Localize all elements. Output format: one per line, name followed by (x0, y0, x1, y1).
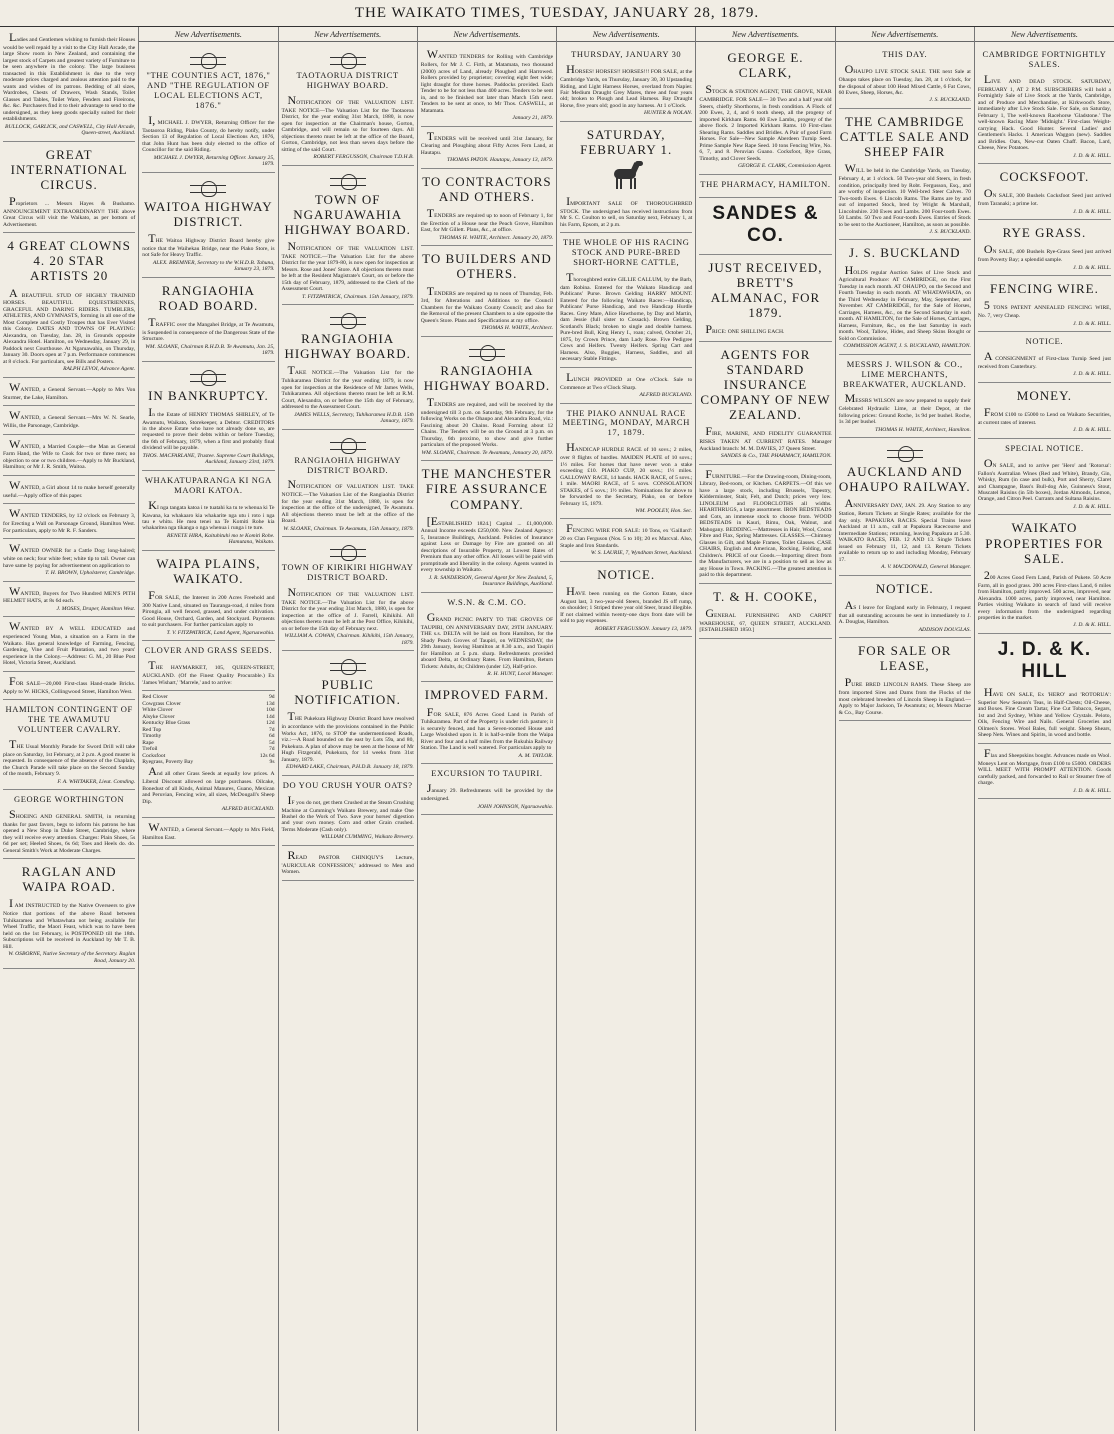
ad-body: Ladies and Gentlemen wishing to furnish their Houses would be well repaid by a visit to the City Hall Arcade, the large Show room in New Zealand, and containing the largest stock of Carpets and greatest variety of Furniture to be seen anywhere in the colony. The large business transacted in this Establishment is due to the very moderate prices charged and zealous attention paid to the wants and wishes of its patrons. Bedding of all sizes, Wardrobes, Chests of Drawers, Wash Stands, Toilet Glasses and Tables, Toilet Ware, Fenders and Fireirons, &c. &c. Purchasers find it to their advantage to send to the undersigned, as they keep goods specially suited for their establishments. (3, 30, 136, 123)
ad-body: IMPORTANT SALE OF THOROUGHBRED STOCK. The undersigned has received instructions from Mr S. C. Coulton to sell, on Saturday next, February 1, at his Farm, Epsom, at 2 p.m. (560, 194, 693, 228)
advertisement (560, 233, 692, 367)
ad-signature: J. D. & K. HILL. (1073, 427, 1111, 434)
ad-body: MESSRS WILSON are now prepared to supply their Celebrated Hydraulic Lime, at their Depot, at the following prices: Ground Roche, 1s 9d per bushel. Roche, 1s 3d per bushel. (838, 391, 971, 426)
ad-body: WILL be held in the Cambridge Yards, on Tuesday, February 4, at 1 o'clock. 50 Two-year old Steers, in fresh condition, principally bred by Robt. Fergusson, Esq., and are worthy of inspection. 10 Well-bred Steer Calves. 70 Two-tooth Ewes. 6 Lincoln Rams. The Rams are by and out of imported Stock, bred by Wright & Marshall, Lincolnshire. 230 Ewes and Lambs. 200 Four-tooth Ewes. 50 Lambs. 50 Two and Four-tooth Ewes. Entries of Stock to be sent to the Auctioneer, Hamilton, as soon as possible. (838, 161, 971, 228)
advertisement (421, 246, 553, 336)
ad-body: OHAUPO LIVE STOCK SALE. THE next Sale at Ohaupo takes place on Tuesday, Jan. 28, at 1 o'clock, for the disposal of about 100 Head Mixed Cattle, 6 Fat Cows, 60 Ewes, Sheep, Horses, &c. (838, 62, 971, 96)
price-value: 9d (268, 694, 275, 701)
advertisement (560, 519, 692, 561)
ad-signature: ALFRED BUCKLAND. (221, 806, 275, 813)
column (836, 27, 975, 1431)
ad-title: THE MANCHESTER FIRE ASSURANCE COMPANY. (421, 466, 553, 512)
ad-title: RANGIAOHIA HIGHWAY BOARD. (284, 331, 411, 362)
ad-body: TENDERS are required, and will be received by the undersigned till 3 p.m. on Saturday, 9th February, for the following Works on the Ohaupo and Alexandra Road, viz.: Fascining about 20 Chains. Road Forming about 12 Chains. The Tenders will be on the Ground at 3 p.m. on Thursday, 6th proximo, to show and give further particulars of the proposed Works. (420, 395, 554, 449)
ad-title: GREAT INTERNATIONAL CIRCUS. (10, 146, 128, 192)
coat-of-arms-icon (190, 368, 226, 386)
ad-body: Proprietors ... Messrs Hayes & Bushamo. ANNOUNCEMENT EXTRAORDINARY!! THE above Great Circus will visit the Waikato, as per bottom of Advertisement. (3, 193, 136, 228)
ad-body: WANTED TENDERS for Rolling with Cambridge Rollers, for Mr J. C. Firth, at Matamata, two thousand (2000) acres of Land, already Ploughed and Harrowed. Rollers provided by proprietor; covering eight feet wide; light draught for three horses. Paddocks provided. Each Tender to be for not less than 400 acres. Tenders to be sent in, and to be finished not later than March 15th next. Tenders to be sent at once, to Mr Thos. CASWELL, at Matamata. (420, 47, 554, 114)
ad-body: LIVE AND DEAD STOCK. SATURDAY, FEBRUARY 1, AT 2 P.M. SUBSCRIBERS will hold a Fortnightly Sale of Live Stock at the Yards, Cambridge, and of Produce and Merchandise, at Kirkwood's Store, immediately after Live Stock Sale. For Sale, on Saturday, February 1, The well-known Racehorse 'Gladstone.' The well-known Racing Mare 'Midnight.' First-class Weight-carrying Hack. Good Hunter. Several Ladies' and Gentlemen's Hacks. 1 American Waggon (new). Saddles and Bridles. Oats, New-cut Oaten Chaff. Bacon, Lard, Cheese, New Potatoes. (977, 71, 1111, 152)
advertisement (3, 672, 135, 700)
ad-title: J. S. BUCKLAND (848, 245, 961, 261)
column (696, 27, 835, 1431)
advertisement (699, 255, 831, 342)
ad-body: WANTED, a General Servant.—Apply to Mrs Field, Hamilton East. (142, 819, 275, 841)
ad-signature: W. OSBORNE, Native Secretary of the Secretary. Raglan Road, January 20. (8, 951, 136, 964)
ad-body: SHOEING AND GENERAL SMITH, in returning thanks for past favors, begs to inform his patrons he has opened a New Shop in Duke Street, Cambridge, where they will receive every attention. Charges: Plain Shoes, 5s 6d per set; Heeled Shoes, 6s 6d; Toes and Heels do. do. General Smith's Work at Moderate Charges. (3, 806, 136, 854)
advertisement (839, 355, 971, 438)
ad-body: HANDICAP HURDLE RACE of 10 sovs.; 2 miles, over 8 flights of hurdles. MAIDEN PLATE of 10 sovs.; 1½ miles. For horses that have never won a stake exceeding £10. PIAKO CUP, 20 sovs.; 1½ miles. GALLOWAY RACE, 14 hands. HACK RACE, of 5 sovs.; 1 mile. MAORI RACE, of 5 sovs. CONSOLATION STAKES, of 5 sovs.; 1½ miles. Nominations for above to be forwarded to the Secretary, Piako, on or before February 15, 1879. (560, 440, 693, 507)
ad-signature: THOMAS H. WHITE, Architect, Hamilton. (875, 426, 971, 433)
ad-signature: J. D. & K. HILL. (1073, 371, 1111, 378)
columns (0, 27, 1114, 1431)
ad-signature: W. SLOANE, Chairman. Te Awamutu, 15th January, 1879. (283, 525, 414, 532)
coat-of-arms-icon (190, 51, 226, 69)
coat-of-arms-icon (190, 179, 226, 197)
ad-title: THURSDAY, JANUARY 30 (571, 49, 682, 60)
ad-title: THE WHOLE OF HIS RACING STOCK AND PURE-BRED SHORT-HORNE CATTLE, (562, 237, 690, 268)
price-value: 13d (266, 700, 275, 707)
ad-title: EXCURSION TO TAUPIRI. (431, 768, 543, 779)
ad-body: KI nga tangata katoa i te tuatahi ka tu te whenua ki Te Kawana, ka whakaaro kia whakarite nga utu i roto i nga tau e whitu. He mea tenei na Te Komiti Rohe kia whakaritea nga tikanga o nga whenua i runga i te ture. (142, 497, 275, 532)
ad-title: MONEY. (1016, 387, 1073, 403)
advertisement (421, 127, 553, 169)
ad-body: READ PASTOR CHINIQUY'S Lecture, 'AURICULAR CONFESSION,' addressed to Men and Women. (281, 847, 414, 876)
ad-signature: COMMISSION AGENT, J. S. BUCKLAND, HAMILTON. (843, 343, 971, 350)
ad-signature: ALFRED BUCKLAND. (639, 392, 693, 399)
price-item: Trefoil (142, 746, 158, 753)
ad-signature: WILLIAM CUMMING, Waikato Brewery. (320, 834, 414, 841)
ad-title: NOTICE. (597, 566, 656, 582)
ad-signature: T. FITZPATRICK, Chairman. 15th January, 1879. (302, 293, 414, 300)
ad-title: NOTICE. (875, 580, 934, 596)
ad-title: WAITOA HIGHWAY DISTRICT. (144, 198, 273, 229)
ad-body: A CONSIGNMENT of First-class Turnip Seed just received from Canterbury. (977, 348, 1111, 370)
price-item: Alsyke Clover (142, 713, 175, 720)
advertisement (421, 337, 553, 461)
advertisement (3, 142, 135, 234)
ad-body: NOTIFICATION OF THE VALUATION LIST. TAKE NOTICE—The Valuation List for the Taotaoroa District, for the year ending 31st March, 1880, is now open for inspection at the Chairman's house, Gorton, Cambridge, and will remain so for fourteen days. All objections thereto must be left at the office of the Board, Gorton, Cambridge, not less than seven days before the sitting of the said Court. (281, 92, 414, 153)
ad-title: CAMBRIDGE FORTNIGHTLY SALES. (982, 49, 1107, 70)
coat-of-arms-icon (469, 343, 505, 361)
ad-title: RAGLAN AND WAIPA ROAD. (21, 864, 117, 895)
advertisement (3, 859, 135, 969)
column-header: New Advertisements. (279, 28, 417, 42)
ad-body: IF you do not, get them Crushed at the Steam Crushing Machine at Cumming's Waikato Brewery, and make One Bushel do the Work of Two. Save your horses' digestion and your own money. Corn and other Grain crushed. Terms Moderate (Cash only). (281, 792, 414, 833)
ad-body: FOR SALE, 876 Acres Good Land in Parish of Tuhikaramea. Part of the Property is under rich pasture; it is securely fenced, and has a Seven-roomed House and Large Woolshed upon it. It is half-a-mile from the Waipa River and four and a half miles from the Rukuhia Railway Station. The Land is well watered. For particulars apply to (420, 704, 554, 752)
coat-of-arms-icon (330, 172, 366, 190)
ad-body: PRICE: ONE SHILLING EACH. (705, 321, 785, 336)
ad-body: [ESTABLISHED 1824.] Capital ... £1,000,000. Annual Income exceeds £250,000. New Zealand Agency: 5, Insurance Buildings, Auckland. Policies of Insurance against Loss or Damage by Fire are granted on all descriptions of Insurable Property, at Lowest Rates of Premium than any other office. All losses will be paid with promptitude and liberality in the colony. Agents wanted in every township in Waikato. (420, 513, 554, 574)
ad-body: WANTED TENDERS, by 12 o'clock on February 3, for Erecting a Wall on Parsonage Ground, Hamilton West. For particulars, apply to Mr R. F. Sanders. (3, 506, 136, 534)
advertisement (421, 169, 553, 247)
ad-body: FROM £100 to £5000 to Lend on Waikato Securities, at current rates of interest. (977, 404, 1111, 426)
advertisement (560, 404, 692, 520)
column (139, 27, 278, 1431)
ad-title: GEORGE WORTHINGTON (13, 794, 125, 805)
column-header: New Advertisements. (418, 28, 556, 42)
ad-signature: F. A. WHITAKER, Lieut. Comding. (57, 778, 136, 785)
advertisement (142, 818, 274, 846)
price-item: Red Top (142, 726, 162, 733)
ad-body: FENCING WIRE FOR SALE: 10 Tons, ex 'Gaillard': 20 ex Clan Ferguson (Nos. 5 to 10); 20 ex Marcval. Also, Staple and Iron Standards. (560, 521, 693, 549)
advertisement (560, 122, 692, 234)
advertisement (978, 332, 1111, 383)
advertisement (3, 406, 135, 434)
ad-title: PUBLIC NOTIFICATION. (294, 677, 401, 708)
ad-title: RANGIAOHIA HIGHWAY DISTRICT BOARD. (294, 454, 401, 475)
ad-title: 4 GREAT CLOWNS 4. 20 STAR ARTISTS 20 (7, 238, 131, 284)
advertisement (3, 28, 135, 142)
column (557, 27, 696, 1431)
ad-body: WANTED, Buyers for Two Hundred MEN'S PITH HELMET HATS, at 8s 6d each. (3, 583, 136, 605)
advertisement (282, 430, 414, 538)
ad-title: TAOTAORUA DISTRICT HIGHWAY BOARD. (296, 70, 399, 91)
ad-body: TENDERS are required up to noon of Thursday, Feb. 3rd, for Alterations and Additions to the Council Chambers for the Waikato County Council; and also for the Removal of the present Chambers to a site opposite the Queen's Store. Plans and Specifications at my office. (420, 283, 554, 324)
column (418, 27, 557, 1431)
ad-signature: J. S. BUCKLAND. (929, 97, 971, 104)
column (279, 27, 418, 1431)
ad-body: THE Usual Monthly Parade for Sword Drill will take place on Saturday, 1st February, at 2 p.m. A good muster is requested. In consequence of the absence of the Chaplain, the Church Parade will take place on the Second Sunday of the month, February 9. (3, 736, 136, 778)
advertisement (699, 584, 831, 639)
price-value: 12s 6d (259, 752, 275, 759)
ad-body: 5 TONS PATENT ANNEALED FENCING WIRE, No. 7, very Cheap. (977, 298, 1111, 320)
column-header: New Advertisements. (557, 28, 695, 42)
ad-title: TOWN OF KIRIKIRI HIGHWAY DISTRICT BOARD. (281, 562, 414, 583)
ad-signature: THOMAS H. WHITE, Architect. January 20, 1879. (439, 234, 554, 241)
ad-body: AS I leave for England early in February, I request that all outstanding accounts be sent in immediately to J. A. Douglas, Hamilton. (838, 597, 971, 626)
ad-title: WHAKATUPARANGA KI NGA MAORI KATOA. (144, 474, 272, 495)
ad-body: WANTED, a General Servant.—Mrs W. N. Searle, Willis, the Parsonage, Cambridge. (3, 408, 136, 430)
ad-title: CLOVER AND GRASS SEEDS. (144, 645, 273, 656)
coat-of-arms-icon (330, 657, 366, 675)
price-value: 7d (268, 746, 275, 753)
ad-body: WANTED, a General Servant.—Apply to Mrs Von Sturmer, the Lake, Hamilton. (3, 379, 136, 401)
ad-body: GRAND PICNIC PARTY TO THE GROVES OF TAUPIRI, ON ANNIVERSARY DAY, 29TH JANUARY. THE s.s. DELTA will be laid on from Hamilton, for the Shady Peach Groves of Taupiri, on WEDNESDAY, the 29th January, leaving Hamilton at 8.30 a.m., and Taupiri for Hamilton at 5 p.m. sharp. Refreshments provided aboard Delta, at Ordinary Rates. From Hamilton, Return Tickets: Adults, 4s; Children (under 12), Half-price. (420, 609, 554, 670)
price-item: Kentucky Blue Grass (142, 720, 191, 727)
ad-body: 200 Acres Good Fern Land, Parish of Pukete. 50 Acre Farm, all in good grass. 200 acres First-class Land, 6 miles from Hamilton, partly improved. 500 acres, improved, near Alexandra. 1000 acres, partly improved, near Hamilton. Parties visiting Waikato in search of land will receive every information from the undersigned regarding properties in the market. (977, 567, 1111, 621)
price-value: 5d (268, 739, 275, 746)
ad-signature: ALEX. BREMNER, Secretary to the W.H.D.B. Tahuna, January 23, 1879. (152, 259, 275, 273)
price-item: Ryegrass, Poverty Bay (142, 759, 194, 765)
ad-signature: SANDES & Co., THE PHARMACY, HAMILTON. (720, 453, 832, 460)
advertisement (282, 776, 414, 846)
price-item: White Clover (142, 707, 173, 714)
ad-body: PURE BRED LINCOLN RAMS. These Sheep are from imported Sires and Dams from the Flocks of the most celebrated breeders of Lincoln Sheep in England.—Apply to Major Jackson, Te Awamutu; or, Messrs Macrae & Co., Bay Course. (838, 675, 971, 716)
price-item: Cowgrass Clover (142, 700, 181, 707)
column-header: New Advertisements. (139, 28, 277, 42)
ad-signature: J. S. BUCKLAND. (929, 228, 971, 235)
advertisement (978, 439, 1111, 516)
advertisement (3, 617, 135, 671)
ad-signature: GEORGE E. CLARK, Commission Agent. (738, 163, 832, 170)
ad-signature: THOS. MACFARLANE, Trustee. Supreme Court Buildings, Auckland, January 23rd, 1879. (142, 452, 275, 466)
advertisement (699, 175, 831, 198)
ad-title: FOR SALE OR LEASE, (858, 643, 952, 674)
ad-signature: ADDISON DOUGLAS. (918, 626, 971, 633)
ad-body: And all other Grass Seeds at equally low prices. A Liberal Discount allowed on large purchases. Oilcake, Bonedust of all Kinds, Animal Manures, Guano, Mexican and Peruvian, Fencing wire, all sizes, McDougall's Sheep Dip. (142, 764, 275, 805)
ad-signature: T. H. BROWN, Upholsterer, Cambridge. (45, 570, 136, 577)
ad-body: HAVE ON SALE, Ex 'HERO' and 'ROTORUA': Superior New Season's Teas, in Half-Chests; Oil-Cheese, and Boxes. Fine Cream Tartar, Fine Cut Tobacco, Segars, 1st and 2nd Sydney, White and Yellow Crystals. Peloto, Oils, Fencing Wire and Nails. General Groceries and Oilmen's Stores. Wool Bales, full weight. Sheep Shears, Sheep Nets. Wines and Spirits, in wood and bottle. (977, 685, 1111, 739)
advertisement (839, 576, 971, 638)
ad-signature: ROBERT FERGUSSON, Chairman T.D.H.B. (313, 154, 414, 161)
ad-body: A BEAUTIFUL STUD OF HIGHLY TRAINED HORSES. BEAUTIFUL EQUESTRIENNES, GRACEFUL AND DARING RIDERS. TUMBLERS, ATHLETES, AND GYMNASTS, forming in all one of the Most Complete and Costly Troupes that has Ever Visited this Colony. DATES AND TOWNS OF PLAYING: Alexandra, on Tuesday, Jan. 28, in Grounds opposite Alexandra Hotel. Hamilton, on Wednesday, January 29, in Paddock next Courthouse. At Ngaruawahia, on Thursday, January 30. Doors open at 7 p.m. Performance commences at 8 o'clock. For particulars, see Bills and Posters. (3, 285, 136, 365)
ad-signature: J. D. & K. HILL. (1073, 208, 1111, 215)
advertisement (3, 790, 135, 859)
ad-title: RYE GRASS. (1002, 225, 1087, 241)
ad-title: THE PHARMACY, HAMILTON. (700, 178, 831, 189)
advertisement (142, 471, 274, 551)
advertisement (560, 368, 692, 404)
advertisement (282, 166, 414, 306)
advertisement (282, 846, 414, 881)
advertisement (839, 438, 971, 575)
advertisement (3, 233, 135, 377)
advertisement (3, 476, 135, 504)
advertisement (282, 305, 414, 429)
ad-body: ON SALE, and to arrive per 'Hero' and 'Rotorua': Fallon's Australian Wines (Red and White), Brandy, Gin, Whisky, Rum (in case and bulk), Port and Sherry, Claret and Champagne, Bass's Bull-dog Ale, Guinness's Stout, Muscatel Raisins (in 5lb boxes), Jordan Almonds, Lemon, Orange, and Citron Peel. Currants and Sultana Raisins. (977, 455, 1111, 503)
ad-signature: RENETE HIRA, Kaituhituhi mo te Komiti Rohe. Hamutana, Waikato. (167, 532, 275, 546)
ad-body: FOR SALE—20,000 First-class Hand-made Bricks. Apply to W. HICKS, Collingwood Street, Hamilton West. (3, 673, 136, 695)
advertisement (421, 764, 553, 815)
ad-signature: MICHAEL J. DWYER, Returning Officer. January 25, 1879. (153, 154, 275, 168)
ad-signature: J. D. & K. HILL. (1073, 320, 1111, 327)
coat-of-arms-icon (330, 51, 366, 69)
ad-body: NOTIFICATION OF THE VALUATION LIST. TAKE NOTICE.—The Valuation List for the above District for the year ending 31st March, 1880, is open for inspection at the office of J. Farrell, Kihikihi. All objections thereto must be left at the Post Office, Kihikihi, on or before the 15th day of February next. (281, 585, 414, 632)
advertisement (142, 641, 274, 691)
coat-of-arms-icon (330, 311, 366, 329)
ad-body: FIRE, MARINE, AND FIDELITY GUARANTEE RISKS TAKEN AT CURRENT RATES. Manager Auckland branch: M. M. DAVIES, 27 Queen Street. (699, 424, 832, 452)
ad-signature: WILLIAM A. COWAN, Chairman. Kihikihi, 15th January, 1879. (284, 633, 414, 646)
ad-body: ON SALE, 400 Bushels Rye-Grass Seed just arrived from Poverty Bay; a splendid sample. (977, 242, 1111, 264)
ad-signature: JAMES WELLS, Secretary, Tuhikaramea H.D.B. 15th January, 1879. (294, 411, 414, 425)
ad-body: STOCK & STATION AGENT, THE GROVE, NEAR CAMBRIDGE. FOR SALE— 30 Two and a half year old Steers, chiefly Shorthorns, in fresh condition. A Flock of 200 Ewes, 2, 4, and 6 tooth sheep, all the progeny of imported Kirkham Rams. 60 Ewe Lambs, progeny of the above flock. 2 Imported Kirkham Rams. 10 First-class Shearing Rams. Saddles and Bridles. A Pair of good Farm Horses. For Sale—New Sample Aberdeen Turnip Seed. Prime Sample New Rape Seed. 10 tons Fencing Wire, No. 6, 7, and 8. Peruvian Guano. Cocksfoot, Rye Grass, Timothy, and Clover Seeds. (699, 82, 832, 162)
ad-signature: BULLOCK, GARLICK, and CASWELL, City Hall Arcade, Queen-street, Auckland. (5, 123, 136, 137)
ad-body: NOTIFICATION OF VALUATION LIST. TAKE NOTICE.—The Valuation List of the Rangiaohia District for the year ending 31st March, 1880, is open for inspection at the office of the undersigned, Te Awamutu. All objections thereto must be left at the office of the Board. (281, 477, 414, 525)
ad-title: MESSRS J. WILSON & CO., LIME MERCHANTS, BREAKWATER, AUCKLAND. (843, 358, 967, 389)
ad-body: THE Waitoa Highway District Board hereby give notice that the Waihekau Bridge, near the Piako Store, is not Safe for Heavy Traffic. (142, 230, 275, 259)
ad-body: LUNCH PROVIDED at One o'Clock. Sale to Commence at Two o'Clock Sharp. (560, 369, 693, 391)
advertisement (839, 109, 971, 241)
advertisement (421, 45, 553, 126)
advertisement (978, 276, 1111, 332)
ad-title: JUST RECEIVED, BRETT'S ALMANAC, FOR 1879. (708, 259, 823, 320)
advertisement (699, 198, 831, 255)
ad-title: SPECIAL NOTICE. (1005, 442, 1084, 453)
ad-body: ANNIVERSARY DAY, JAN. 29. Any Station to any Station, Return Tickets at Single Rates; available for the day only. PAPAKURA RACES. Special Trains leave Auckland at 11 a.m., call at Papakura Racecourse and Intermediate Stations; returning, leaving Papakura at 5.30. WAIKATO RACES, FEB. 12 AND 13. Single Tickets issued on February 11, 12, and 13. Return Tickets available to return up to and including Monday, February 17. (838, 496, 971, 563)
advertisement (421, 593, 553, 683)
ad-title: RANGIAOHIA ROAD BOARD. (158, 282, 259, 313)
advertisement (142, 691, 274, 818)
ad-title: IN BANKRUPTCY. (148, 387, 269, 403)
ad-title: FENCING WIRE. (990, 281, 1099, 297)
ad-title: AUCKLAND AND OHAUPO RAILWAY. (838, 464, 971, 495)
ad-body: January 29. Refreshments will be provided by the undersigned. (420, 781, 554, 803)
ad-title: HAMILTON CONTINGENT OF THE TE AWAMUTU VOLUNTEER CAVALRY. (5, 704, 133, 734)
advertisement (560, 562, 692, 637)
ad-title: IMPROVED FARM. (424, 687, 550, 703)
advertisement (978, 164, 1111, 220)
column-header: New Advertisements. (696, 28, 834, 42)
ad-title: TOWN OF NGARUAWAHIA HIGHWAY BOARD. (284, 191, 411, 237)
price-value: 6d (268, 733, 275, 740)
ad-signature: ROBERT FERGUSSON. January 13, 1879. (595, 625, 693, 632)
advertisement (978, 220, 1111, 276)
advertisement (142, 278, 274, 362)
ad-body: FOR SALE, the Interest in 200 Acres Freehold and 300 Native Land, situated on Tauranga-road, 4 miles from Pirongia, all well fenced, grassed, and under cultivation. Good House, Orchard, Garden, and Stockyard. Payments to suit purchasers. For further particulars apply to (142, 588, 275, 629)
ad-signature: J. D. & K. HILL. (1073, 787, 1111, 794)
column (975, 27, 1114, 1431)
ad-title: COCKSFOOT. (999, 169, 1090, 185)
ad-title: THE PIAKO ANNUAL RACE MEETING, MONDAY, MARCH 17, 1879. (562, 407, 690, 438)
ad-body: HOLDS regular Auction Sales of Live Stock and Agricultural Produce: AT CAMBRIDGE, on the First Tuesday in each month. AT OHAUPO, on the Second and Fourth Tuesday in each month. AT WHATAWHATA, on the Third Wednesday in February, May, September, and November. AT CAMBRIDGE, for the Sale of Horses, Carriages, Harness, &c., on the Second Saturday in each month. AT HAMILTON, for the Sale of Horses, Carriages, Harness, Furniture, &c., on the last Saturday in each month. Wool, Tallow, Hides, and Sheep Skins Bought or Sold on Commission. (838, 262, 971, 342)
ad-signature: EDWARD LAKE, Chairman, P.H.D.B. January 18, 1879. (285, 764, 414, 771)
advertisement (839, 638, 971, 721)
advertisement (978, 744, 1111, 799)
advertisement (699, 465, 831, 584)
advertisement (3, 582, 135, 618)
ad-signature: R. H. HUNT, Local Manager. (487, 671, 554, 677)
advertisement (839, 240, 971, 354)
ad-body: I AM INSTRUCTED by the Native Overseers to give Notice that portions of the above Road between Tuhikaramea and Whatawhata not being available for Wheel Traffic, the Maori Feast, which was to have been held on the 1st February, is POSTPONED till the 18th. Subscriptions will be received in Auckland by Mr T. B. Hill. (3, 896, 136, 950)
ad-title: TO BUILDERS AND OTHERS. (422, 251, 552, 282)
advertisement (3, 539, 135, 581)
advertisement (282, 45, 414, 166)
ad-signature: J. D. & K. HILL. (1073, 503, 1111, 510)
ad-body: GENERAL FURNISHING AND CARPET WAREHOUSE, 67, QUEEN STREET, AUCKLAND. [ESTABLISHED 1850.] (699, 605, 832, 634)
ad-body: TENDERS will be received until 31st January, for Clearing and Ploughing about Fifty Acres Fern Land, at Hautapu. (420, 128, 554, 156)
ad-signature: WM. SLOANE, Chairman. Te Awamutu, January 20, 1879. (421, 449, 554, 456)
ad-signature: HUNTER & NOLAN. (643, 110, 693, 117)
advertisement (699, 342, 831, 465)
ad-title: GEORGE E. CLARK, (727, 50, 804, 81)
ad-title: J. D. & K. HILL (997, 638, 1092, 682)
ad-body: HORSES! HORSES!! HORSES!!! FOR SALE, at the Cambridge Yards, on Thursday, January 30, 30 Upstanding Riding, and Light Harness Horses, overland from Napier. Fair Medium Draught Grey Mares, three and four years old; broken to Plough and Lead Harness. Bay Draught Horse, five years old; good in any harness. At 1 o'Clock. (560, 62, 693, 109)
advertisement (978, 515, 1111, 634)
ad-title: WAIPA PLAINS, WAIKATO. (156, 555, 261, 587)
ad-signature: T. V. FITZPATRICK, Land Agent, Ngaruawahia. (166, 629, 275, 636)
advertisement (282, 537, 414, 651)
ad-signature: J. R. SANDERSON, General Agent for New Zealand, 5, Insurance Buildings, Auckland. (428, 574, 554, 588)
advertisement (560, 45, 692, 122)
ad-body: Thoroughbred entire GILLIE CALLUM, by the Barb, dam Robina. Entered for the Waikato Handicap and Publicans' Purse. Brown Gelding HARRY MOUNT. Entered for the following Waikato Races:—Handicap, Publicans' Purse Handicap, and two Handicap Hurdle Races. Grey Mare, Alice Hawthorne, by Day and Martin, dam Jessie (full sister to Cossack). Brown Gelding, Scotland's Black; broken to single and double harness. Pure-bred Bull, King Henry I., roan; calved, October 21, 1875, by Crown Prince, dam Lady Rose. Five Pedigree Cows and Heifers. Twenty Heifers. Spring Cart and Harness. Also, Buggies, Harness, Saddles, and all necessary Stable Fittings. (560, 270, 693, 363)
ad-signature: J. D. & K. HILL. (1073, 622, 1111, 629)
advertisement (978, 45, 1111, 164)
advertisement (3, 504, 135, 539)
ad-signature: J. D. & K. HILL. (1073, 152, 1111, 159)
price-value: 7d (268, 726, 275, 733)
ad-signature: THOMAS H. WHITE, Architect. (481, 325, 554, 332)
ad-signature: W. S. LAURIE, 7, Wyndham Street, Auckland. (590, 550, 693, 557)
ad-body: TENDERS are required up to noon of February 1, for the Erection of a House near the Peach Grove, Hamilton East, for Mr Gillett. Plans, &c., at office. (420, 206, 554, 234)
ad-signature: RALPH LEVOI, Advance Agent. (63, 366, 136, 373)
masthead: THE WAIKATO TIMES, TUESDAY, JANUARY 28, 1879. (0, 0, 1114, 27)
ad-body: THE Pukekura Highway District Board have resolved in accordance with the provisions contained in the Public Works Act, 1876, to STOP the undermentioned Roads, viz.:—A Road bounded on the east by Lots 59a, and 80, Pukekura. A plan of above may be seen at the house of Mr Hugh Fitzgerald, Pukekura, for 14 weeks from 31st January, 1879. (281, 709, 414, 763)
ad-title: RANGIAOHIA HIGHWAY BOARD. (423, 362, 551, 393)
advertisement (421, 682, 553, 764)
ad-title: SANDES & CO. (712, 202, 819, 246)
ad-body: THE HAYMARKET, 105, QUEEN-STREET, AUCKLAND. (Of the Finest Quality Procurable.) Ex 'James Wishart,' 'Marrele,' and to arrive: (142, 658, 275, 686)
advertisement (142, 362, 274, 471)
ad-title: NOTICE. (1025, 336, 1064, 347)
ad-body: WANTED OWNER for a Cattle Dog; long-haired; white on neck; four white feet; white tip to tail. Owner can have same by paying for advertisement on application to (3, 541, 136, 569)
horse-icon (606, 161, 646, 191)
advertisement (699, 45, 831, 174)
price-item: Rape (142, 739, 154, 746)
advertisement (978, 383, 1111, 439)
ad-body: ON SALE, 300 Bushels Cocksfoot Seed just arrived from Taranaki; a prime lot. (977, 186, 1111, 208)
ad-signature: J. D. & K. HILL. (1073, 264, 1111, 271)
advertisement (421, 461, 553, 593)
advertisement (3, 435, 135, 476)
coat-of-arms-icon (887, 444, 923, 462)
ad-signature: January 21, 1879. (512, 115, 554, 122)
ad-signature: WM. POOLEY, Hon. Sec. (635, 507, 693, 514)
price-item: Red Clover (142, 694, 168, 701)
column (0, 27, 139, 1431)
column-header: New Advertisements. (836, 28, 974, 42)
ad-title: AGENTS FOR STANDARD INSURANCE COMPANY OF NEW ZEALAND. (700, 346, 831, 423)
price-item: Cocksfoot (142, 752, 166, 759)
column-header: New Advertisements. (975, 28, 1114, 42)
price-value: 12d (266, 720, 275, 727)
ad-title: WAIKATO PROPERTIES FOR SALE. (985, 520, 1104, 566)
ad-title: SATURDAY, FEBRUARY 1. (580, 126, 673, 158)
price-value: 10d (266, 707, 275, 714)
ad-body: Flax and Sheepskins bought. Advances made on Wool. Moneys Lent on Mortgage, from £100 to £5000. ORDERS WILL MEET WITH PROMPT ATTENTION. Goods carefully packed, and forwarded to Rail or Steamer free of charge. (977, 745, 1111, 787)
price-item: Timothy (142, 733, 162, 740)
advertisement (142, 551, 274, 641)
ad-body: FURNITURE.—For the Drawing-room, Dining-room, Library, Bed-room, or Kitchen. CARPETS.—Of this we have a large stock, including Brussels, Tapestry, Kidderminster, Stair, Felt, and Dutch; prices very low. LINOLEUM and FLOORCLOTHS all widths. HEARTHRUGS, a large assortment. IRON BEDSTEADS and Cots, an immense stock to choose from. WOOD BEDSTEADS in Kauri, Rimu, Oak, Walnut, and Mahogany. BEDDING.—Mattresses in Hair, Wool, Cocoa Fibre and Flax, Spring Mattresses. GLASSES.—Chimney Glasses in Gilt, and Maple Frames, Toilet Glasses. CASE CHAIRS, English and American, Rocking, Folding, and Children's. PRICE of our Goods.—Importing direct from the Manufacturers, we are in a position to sell as low as any House in Town. PACKING.—The greatest attention is paid to this department. (699, 466, 832, 579)
advertisement (839, 45, 971, 109)
ad-signature: A. V. MACDONALD, General Manager. (881, 564, 971, 571)
advertisement (3, 378, 135, 406)
ad-title: T. & H. COOKE, (713, 588, 818, 604)
ad-title: TO CONTRACTORS AND OTHERS. (422, 173, 552, 204)
advertisement (282, 651, 414, 775)
ad-body: I, MICHAEL J. DWYER, Returning Officer for the Taotaoroa Riding, Piako County, do hereby notify, under Section 13 of Regulation of Local Elections Act, 1876, that John Hunt has been duly elected to the office of Councillor for the said Riding. (142, 112, 275, 154)
ad-signature: WM. SLOANE, Chairman R.H.D.B. Te Awamutu, Jan. 25, 1879. (145, 343, 275, 357)
ad-title: THIS DAY. (882, 49, 928, 60)
ad-body: WANTED BY A WELL EDUCATED and experienced Young Man, a situation on a Farm in the Waikato. Has general knowledge of Farming, Fencing, Gardening, Vine and Fruit Plantation, and two years' experience in the Colony.—Address: G. M., 20 Blue Post Hotel, Victoria Street, Auckland. (3, 619, 136, 667)
ad-signature: J. MOSES, Draper, Hamilton West. (56, 605, 136, 612)
coat-of-arms-icon (330, 543, 366, 561)
ad-body: TAKE NOTICE.—The Valuation List for the Tuhikaramea District for the year ending 1879, is now open for inspection at the Residence of Mr James Wells, Tuhikaramea. All objections thereto must be left at R.M. Court, Alexandra, on or before the 15th day of February, addressed to the Assessment Court. (281, 363, 414, 411)
ad-signature: THOMAS PATON. Hautapu, January 13, 1879. (447, 157, 554, 164)
price-value: 14d (266, 713, 275, 720)
coat-of-arms-icon (330, 436, 366, 454)
ad-signature: JOHN JOHNSON, Ngaruawahia. (477, 803, 554, 810)
ad-signature: A. M. TAYLOR. (518, 752, 554, 759)
ad-body: NOTIFICATION OF THE VALUATION LIST. TAKE NOTICE.—The Valuation List for the above District for the year 1879-80, is now open for inspection at Messrs. Rose and Jones' Store. All objections thereto must be left at the Resident Magistrate's Court, on or before the 15th day of February, 1879, addressed to the Clerk of the Assessment Court. (281, 239, 414, 293)
advertisement (3, 700, 135, 790)
ad-body: HAVE been running on the Gorton Estate, since August last, 3 two-year-old Steers, branded JS off rump, on shoulder; 1 Striped three year old Steer, brand illegible. If not claimed within twenty-one days from date will be sold to pay expenses. (560, 583, 693, 625)
ad-title: DO YOU CRUSH YOUR OATS? (282, 779, 413, 790)
ad-body: WANTED, a Married Couple—the Man as General Farm Hand, the Wife to Cook for two or three men; no objection to one or two children.—Apply to Mr Buckland, Hamilton; or Mr J. R. Smith, Waitoa. (3, 436, 136, 471)
ad-title: "THE COUNTIES ACT, 1876," AND "THE REGULATION OF LOCAL ELECTIONS ACT, 1876." (146, 70, 271, 110)
advertisement (142, 45, 274, 172)
ad-title: W.S.N. & C.M. CO. (447, 596, 527, 607)
advertisement (978, 634, 1111, 744)
ad-title: THE CAMBRIDGE CATTLE SALE AND SHEEP FAIR (839, 113, 970, 160)
price-value: 9s (269, 759, 275, 765)
advertisement (142, 173, 274, 278)
ad-body: TRAFFIC over the Mangahei Bridge, at Te Awamutu, is Suspended in consequence of the Dangerous State of the Structure. (142, 314, 275, 343)
ad-body: In the Estate of HENRY THOMAS SHIRLEY, of Te Awamutu, Waikato, Storekeeper, a Debtor. CREDITORS in the above Estate who have not already done so, are requested to prove their debts within or before Tuesday, the 6th of February, 1879, when a first and probably final dividend will be payable. (142, 404, 275, 452)
ad-body: WANTED, a Girl about 14 to make herself generally useful.—Apply office of this paper. (3, 477, 136, 499)
